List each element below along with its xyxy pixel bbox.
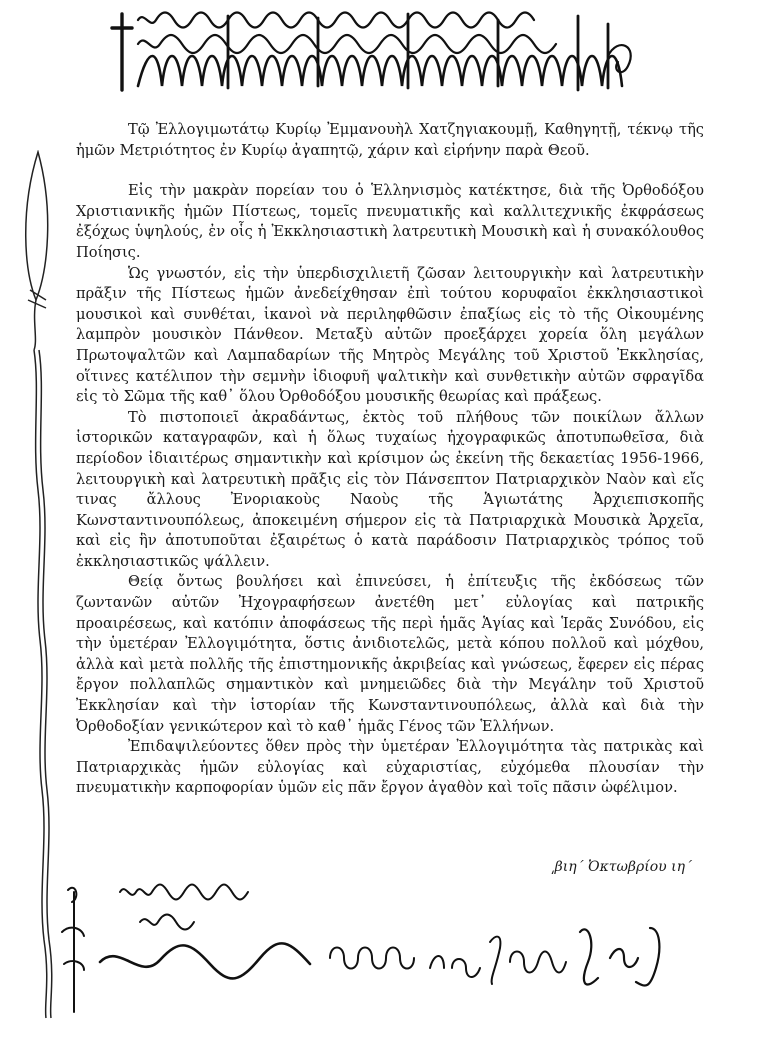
paragraph-2: Ὡς γνωστόν, εἰς τὴν ὑπερδισχιλιετῆ ζῶσαν λειτουργικὴν καὶ λατρευτικὴν πρᾶξιν τῆς Πίστεως ἡμῶν ἀνεδείχθησαν ἐπὶ τούτου κορυφαῖοι ἐκκλησιαστικοὶ μουσικοὶ καὶ συνθέται, ἱκανοὶ νὰ περιληφθῶσιν ἐπαξίως εἰς τὸ τῆς Οἰκουμένης λαμπρὸν μουσικὸν Πάνθεον. Μεταξὺ αὐτῶν προεξάρχει χορεία ὅλη μεγάλων Πρωτοψαλτῶν καὶ Λαμπαδαρίων τῆς Μητρὸς Μεγάλης τοῦ Χριστοῦ Ἐκκλησίας, οἵτινες κατέλιπον τὴν σεμνὴν ἰδιοφυῆ ψαλτικὴν καὶ συνθετικὴν αὐτῶν σφραγῖδα εἰς τὸ Σῶμα τῆς καθ᾽ ὅλου Ὀρθοδόξου μουσικῆς θεωρίας καὶ πράξεως. — [76, 264, 704, 406]
paragraph-1: Εἰς τὴν μακρὰν πορείαν του ὁ Ἑλληνισμὸς κατέκτησε, διὰ τῆς Ὀρθοδόξου Χριστιανικῆς ἡμῶν Πίστεως, τομεῖς πνευματικῆς καὶ καλλιτεχνικῆς ἐκφράσεως ἐξόχως ὑψηλούς, ἐν οἷς ἡ Ἐκκλησιαστικὴ λατρευτικὴ Μουσικὴ καὶ ἡ συνακόλουθος Ποίησις. — [76, 182, 704, 261]
paragraph-5: Ἐπιδαψιλεύοντες ὅθεν πρὸς τὴν ὑμετέραν Ἐλλογιμότητα τὰς πατρικὰς καὶ Πατριαρχικὰς ἡμῶν εὐλογίας καὶ εὐχαριστίας, εὐχόμεθα πλουσίαν τὴν πνευματικὴν καρποφορίαν ὑμῶν εἰς πᾶν ἔργον ἀγαθὸν καὶ τοῖς πᾶσιν ὠφέλιμον. — [76, 738, 704, 797]
paragraph-3: Τὸ πιστοποιεῖ ἀκραδάντως, ἐκτὸς τοῦ πλήθους τῶν ποικίλων ἄλλων ἱστορικῶν καταγραφῶν, καὶ ἡ ὅλως τυχαίως ἠχογραφικῶς ἀποτυπωθεῖσα, διὰ περίοδον ἰδιαιτέρως σημαντικὴν καὶ κρίσιμον ὡς ἐκείνη τῆς δεκαετίας 1956-1966, λειτουργικὴ καὶ λατρευτικὴ πρᾶξις εἰς τὸν Πάνσεπτον Πατριαρχικὸν Ναὸν καὶ εἴς τινας ἄλλους Ἐνοριακοὺς Ναοὺς τῆς Ἁγιωτάτης Ἀρχιεπισκοπῆς Κωνσταντινουπόλεως, ἀποκειμένη σήμερον εἰς τὰ Πατριαρχικὰ Μουσικὰ Ἀρχεῖα, καὶ εἰς ἣν ἀποτυποῦται ἐξαιρέτως ὁ κατὰ παράδοσιν Πατριαρχικὸς τρόπος τοῦ ἐκκλησιαστικῶς ψάλλειν. — [76, 408, 704, 570]
salutation: Τῷ Ἐλλογιμωτάτῳ Κυρίῳ Ἐμμανουὴλ Χατζηγιακουμῇ, Καθηγητῇ, τέκνῳ τῆς ἡμῶν Μετριότητος ἐν Κυρίῳ ἀγαπητῷ, χάριν καὶ εἰρήνην παρὰ Θεοῦ. — [76, 121, 704, 159]
paragraph-4: Θείᾳ ὄντως βουλήσει καὶ ἐπινεύσει, ἡ ἐπίτευξις τῆς ἐκδόσεως τῶν ζωντανῶν αὐτῶν Ἠχογραφήσεων ἀνετέθη μετ᾽ εὐλογίας καὶ πατρικῆς προαιρέσεως, καὶ κατόπιν ἀποφάσεως τῆς περὶ ἡμᾶς Ἁγίας καὶ Ἱερᾶς Συνόδου, εἰς τὴν ὑμετέραν Ἐλλογιμότητα, ὅστις ἀνιδιοτελῶς, μετὰ κόπου πολλοῦ καὶ μόχθου, ἀλλὰ καὶ μετὰ πολλῆς τῆς ἐπιστημονικῆς ἀκριβείας καὶ γνώσεως, ἔφερεν εἰς πέρας ἔργον πολλαπλῶς σημαντικὸν καὶ μνημειῶδες διὰ τὴν Μεγάλην τοῦ Χριστοῦ Ἐκκλησίαν καὶ τὴν ἱστορίαν τῆς Κωνσταντινουπόλεως, ἀλλὰ καὶ διὰ τὴν Ὀρθοδοξίαν γενικώτερον καὶ τὸ καθ᾽ ἡμᾶς Γένος τῶν Ἑλλήνων. — [76, 573, 704, 735]
patriarchal-calligraphic-heading — [108, 6, 648, 94]
seal-cord — [16, 150, 66, 1020]
date-line: ͵βιη´ Ὀκτωβρίου ιη´ — [550, 859, 692, 875]
letter-body — [76, 120, 704, 799]
patriarch-signature — [60, 872, 700, 1022]
